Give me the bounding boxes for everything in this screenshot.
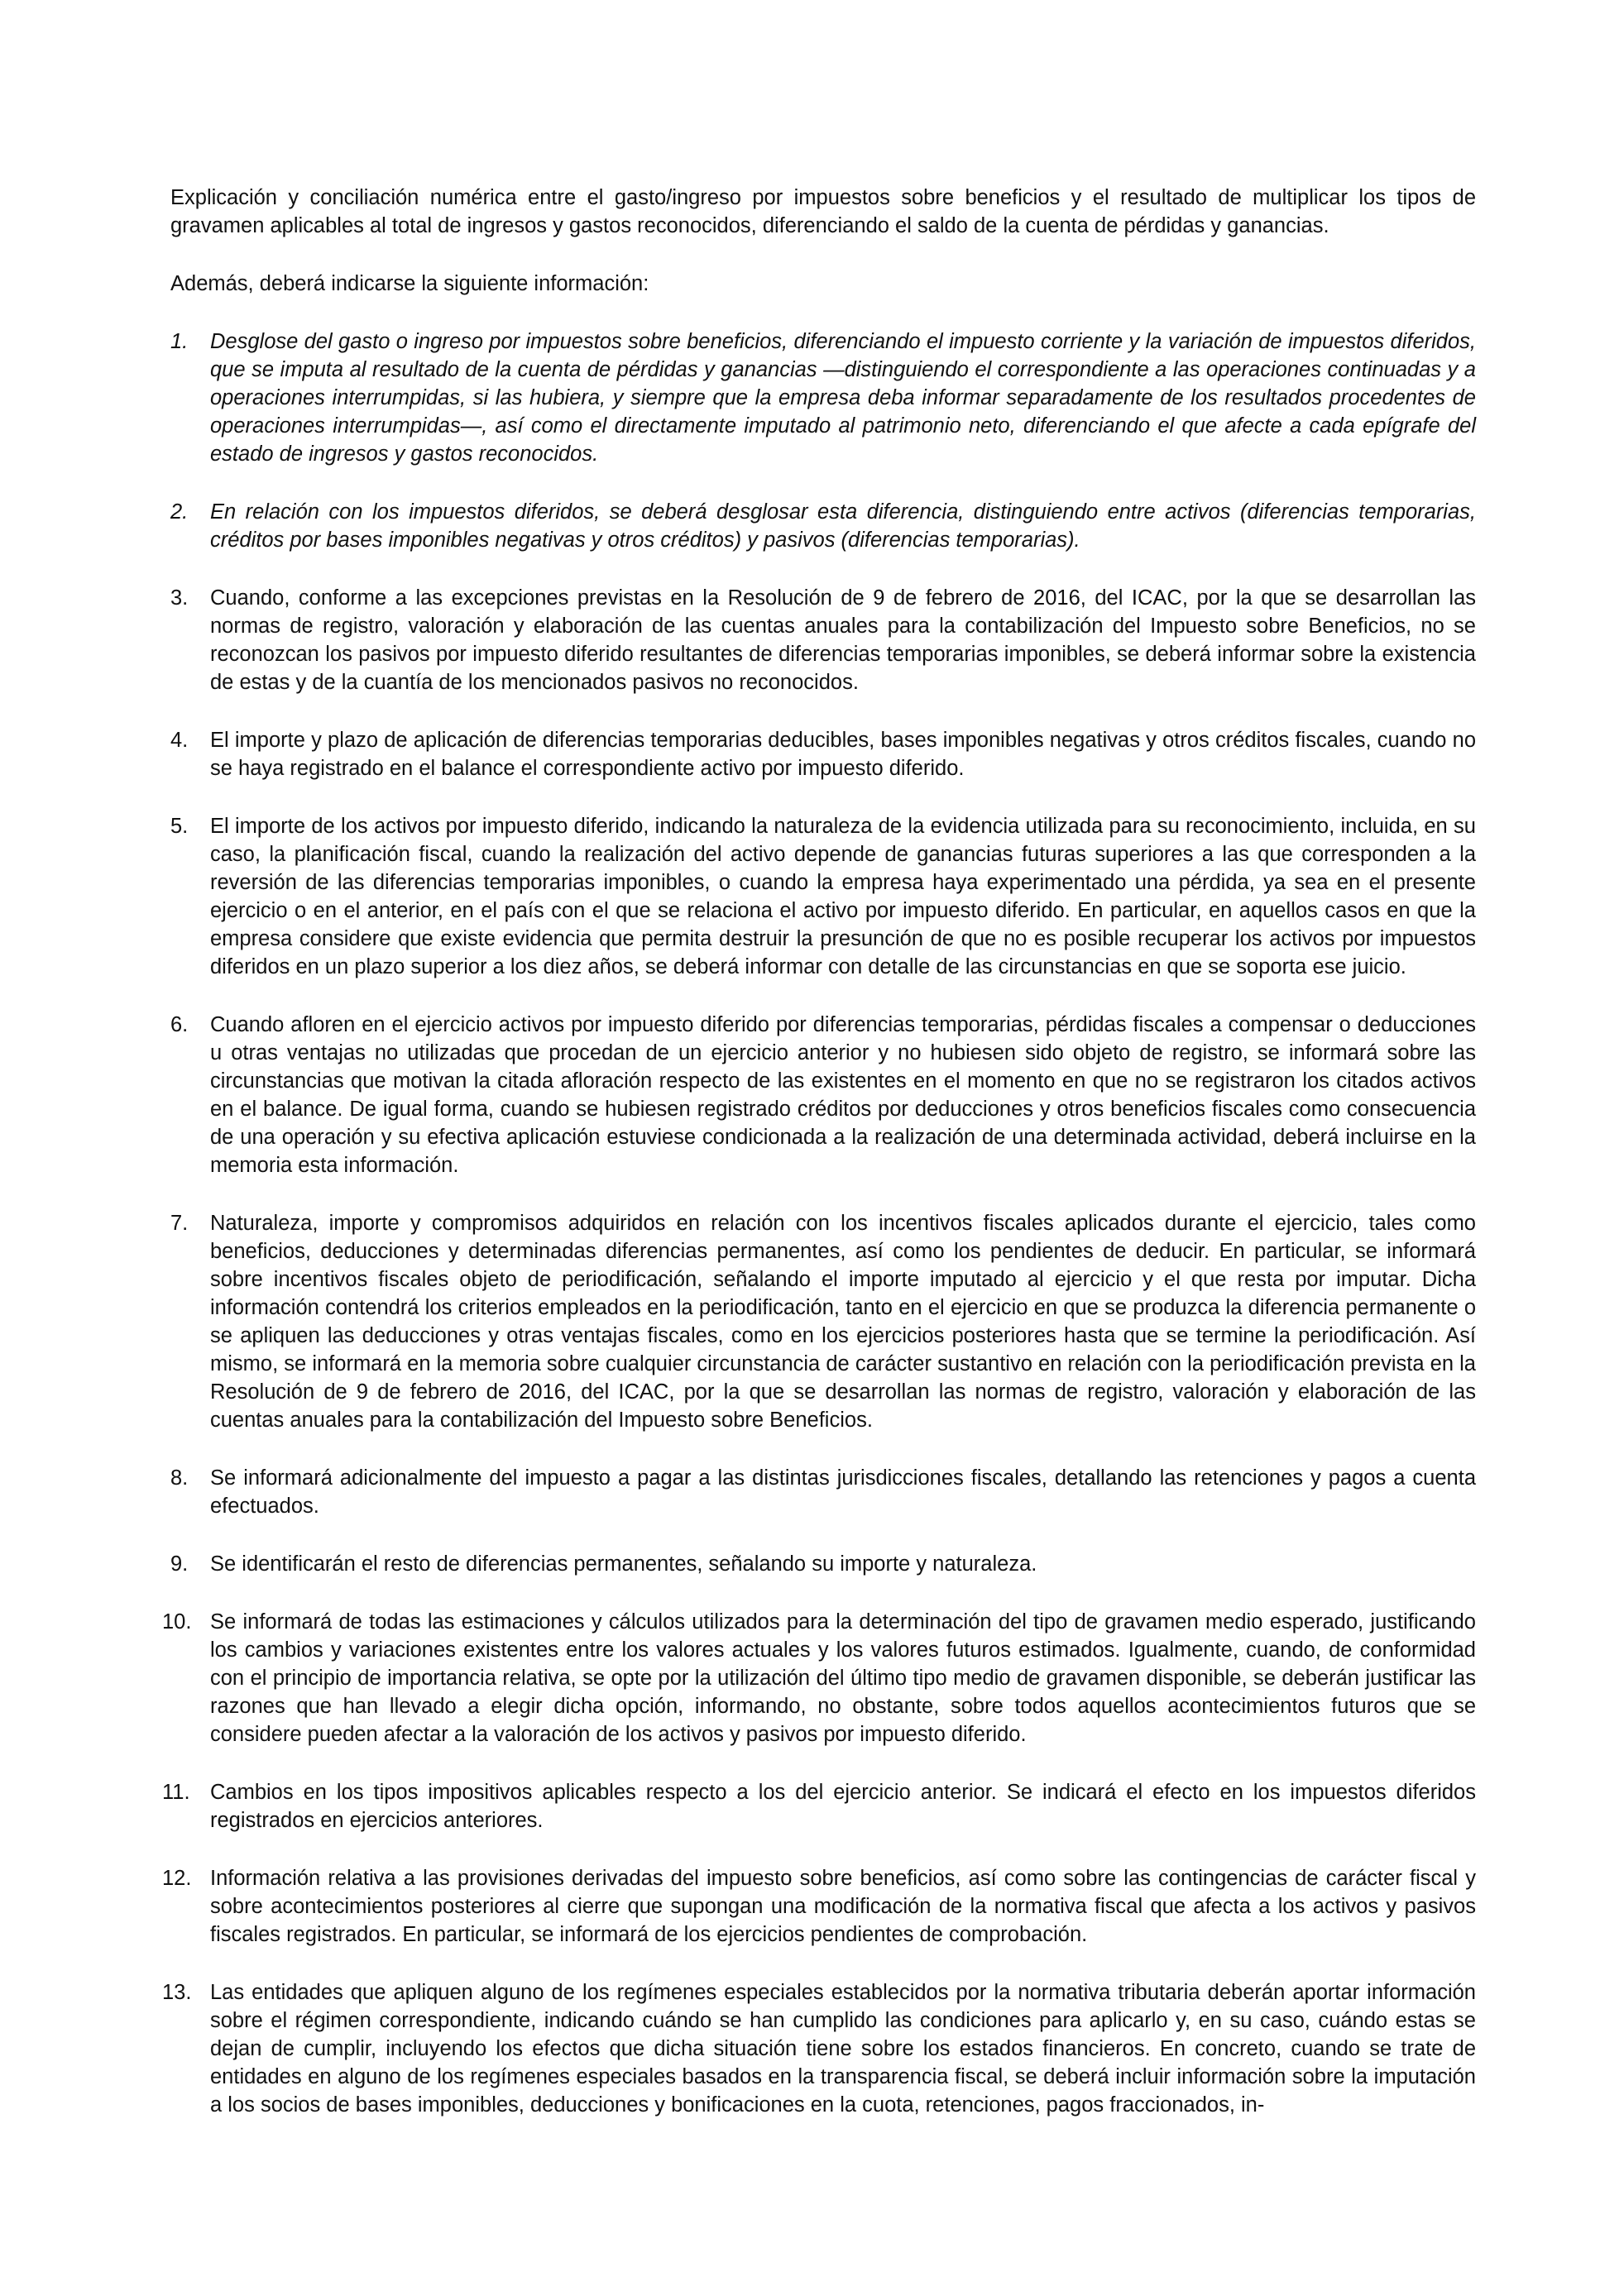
item-number: 1. xyxy=(170,330,189,353)
list-item xyxy=(162,1978,1476,2119)
item-text: Cuando, conforme a las excepciones previstas en la Resolución de 9 de febrero de 2016, del ICAC, por la que se desarrollan las normas de registro, valoración y elaboración de las cuentas anuales para la contabilización del Impuesto sobre Beneficios, no se reconozcan los pasivos por impuesto diferido resultantes de diferencias temporarias imponibles, se deberá informar sobre la existencia de estas y de la cuantía de los mencionados pasivos no reconocidos. xyxy=(210,586,1476,694)
item-text: Información relativa a las provisiones derivadas del impuesto sobre beneficios, así como sobre las contingencias de carácter fiscal y sobre acontecimientos posteriores al cierre que supongan una modificación de la normativa fiscal que afecta a los activos y pasivos fiscales registrados. En particular, se informará de los ejercicios pendientes de comprobación. xyxy=(210,1867,1476,1946)
item-number: 7. xyxy=(170,1212,189,1235)
item-text: Cuando afloren en el ejercicio activos por impuesto diferido por diferencias temporarias, pérdidas fiscales a compensar o deducciones u otras ventajas no utilizadas que procedan de un ejercicio anterior y no hubiesen sido objeto de registro, se informará sobre las circunstancias que motivan la citada afloración respecto de las existentes en el momento en que no se registraron los citados activos en el balance. De igual forma, cuando se hubiesen registrado créditos por deducciones y otros beneficios fiscales como consecuencia de una operación y su efectiva aplicación estuviese condicionada a la realización de una determinada actividad, deberá incluirse en la memoria esta información. xyxy=(210,1013,1476,1177)
item-text: En relación con los impuestos diferidos, se deberá desglosar esta diferencia, distinguiendo entre activos (diferencias temporarias, créditos por bases imponibles negativas y otros créditos) y pasivos (diferencias temporarias). xyxy=(210,500,1476,552)
item-number: 6. xyxy=(170,1013,189,1036)
item-text: Desglose del gasto o ingreso por impuestos sobre beneficios, diferenciando el impuesto corriente y la variación de impuestos diferidos, que se imputa al resultado de la cuenta de pérdidas y ganancias —distinguiendo el correspondiente a las operaciones continuadas y a operaciones interrumpidas, si las hubiera, y siempre que la empresa deba informar separadamente de los resultados procedentes de operaciones interrumpidas—, así como el directamente imputado al patrimonio neto, diferenciando el que afecte a cada epígrafe del estado de ingresos y gastos reconocidos. xyxy=(210,330,1476,466)
list-item xyxy=(170,498,1476,554)
item-number: 11. xyxy=(162,1781,190,1804)
list-item xyxy=(170,726,1476,782)
item-text: Se informará adicionalmente del impuesto a pagar a las distintas jurisdicciones fiscales, detallando las retenciones y pagos a cuenta efectuados. xyxy=(210,1466,1476,1518)
item-number: 13. xyxy=(162,1981,192,2004)
item-text: El importe y plazo de aplicación de diferencias temporarias deducibles, bases imponibles negativas y otros créditos fiscales, cuando no se haya registrado en el balance el correspondiente activo por impuesto diferido. xyxy=(210,729,1476,780)
item-number: 2. xyxy=(170,500,189,524)
list-item xyxy=(162,1778,1476,1834)
item-number: 5. xyxy=(170,815,189,838)
lead-paragraph: Además, deberá indicarse la siguiente información: xyxy=(170,272,649,295)
list-item xyxy=(162,1864,1476,1949)
intro-paragraph: Explicación y conciliación numérica entre el gasto/ingreso por impuestos sobre beneficios y el resultado de multiplicar los tipos de gravamen aplicables al total de ingresos y gastos reconocidos, diferenciando el saldo de la cuenta de pérdidas y ganancias. xyxy=(170,186,1476,237)
item-number: 3. xyxy=(170,586,189,610)
item-text: Se informará de todas las estimaciones y cálculos utilizados para la determinación del tipo de gravamen medio esperado, justificando los cambios y variaciones existentes entre los valores actuales y los valores futuros estimados. Igualmente, cuando, de conformidad con el principio de importancia relativa, se opte por la utilización del último tipo medio de gravamen disponible, se deberán justificar las razones que han llevado a elegir dicha opción, informando, no obstante, sobre todos aquellos acontecimientos futuros que se considere pueden afectar a la valoración de los activos y pasivos por impuesto diferido. xyxy=(210,1610,1476,1746)
list-item xyxy=(170,812,1476,981)
item-number: 12. xyxy=(162,1867,192,1890)
item-text: Naturaleza, importe y compromisos adquiridos en relación con los incentivos fiscales aplicados durante el ejercicio, tales como beneficios, deducciones y determinadas diferencias permanentes, así como los pendientes de deducir. En particular, se informará sobre incentivos fiscales objeto de periodificación, señalando el importe imputado al ejercicio y el que resta por imputar. Dicha información contendrá los criterios empleados en la periodificación, tanto en el ejercicio en que se produzca la diferencia permanente o se apliquen las deducciones y otras ventajas fiscales, como en los ejercicios posteriores hasta que se termine la periodificación. Así mismo, se informará en la memoria sobre cualquier circunstancia de carácter sustantivo en relación con la periodificación prevista en la Resolución de 9 de febrero de 2016, del ICAC, por la que se desarrollan las normas de registro, valoración y elaboración de las cuentas anuales para la contabilización del Impuesto sobre Beneficios. xyxy=(210,1212,1476,1432)
requirements-list xyxy=(162,328,1476,2119)
document-page xyxy=(162,184,1476,2119)
item-text: El importe de los activos por impuesto diferido, indicando la naturaleza de la evidencia utilizada para su reconocimiento, incluida, en su caso, la planificación fiscal, cuando la realización del activo depende de ganancias futuras superiores a las que corresponden a la reversión de las diferencias temporarias imponibles, o cuando la empresa haya experimentado una pérdida, ya sea en el presente ejercicio o en el anterior, en el país con el que se relaciona el activo por impuesto diferido. En particular, en aquellos casos en que la empresa considere que existe evidencia que permita destruir la presunción de que no es posible recuperar los activos por impuestos diferidos en un plazo superior a los diez años, se deberá informar con detalle de las circunstancias en que se soporta ese juicio. xyxy=(210,815,1476,978)
list-item xyxy=(170,1011,1476,1179)
list-item xyxy=(170,1209,1476,1434)
item-text: Cambios en los tipos impositivos aplicables respecto a los del ejercicio anterior. Se indicará el efecto en los impuestos diferidos registrados en ejercicios anteriores. xyxy=(210,1781,1476,1832)
item-number: 4. xyxy=(170,729,189,752)
item-text: Las entidades que apliquen alguno de los regímenes especiales establecidos por la normativa tributaria deberán aportar información sobre el régimen correspondiente, indicando cuándo se han cumplido las condiciones para aplicarlo y, en su caso, cuándo estas se dejan de cumplir, incluyendo los efectos que dicha situación tiene sobre los estados financieros. En concreto, cuando se trate de entidades en alguno de los regímenes especiales basados en la transparencia fiscal, se deberá incluir información sobre la imputación a los socios de bases imponibles, deducciones y bonificaciones en la cuota, retenciones, pagos fraccionados, in- xyxy=(210,1981,1476,2117)
list-item xyxy=(170,1550,1476,1578)
item-number: 10. xyxy=(162,1610,192,1634)
item-text: Se identificarán el resto de diferencias permanentes, señalando su importe y naturaleza. xyxy=(210,1552,1037,1576)
item-number: 9. xyxy=(170,1552,189,1576)
list-item xyxy=(170,328,1476,468)
item-number: 8. xyxy=(170,1466,189,1490)
list-item xyxy=(170,584,1476,696)
list-item xyxy=(162,1608,1476,1748)
list-item xyxy=(170,1464,1476,1520)
